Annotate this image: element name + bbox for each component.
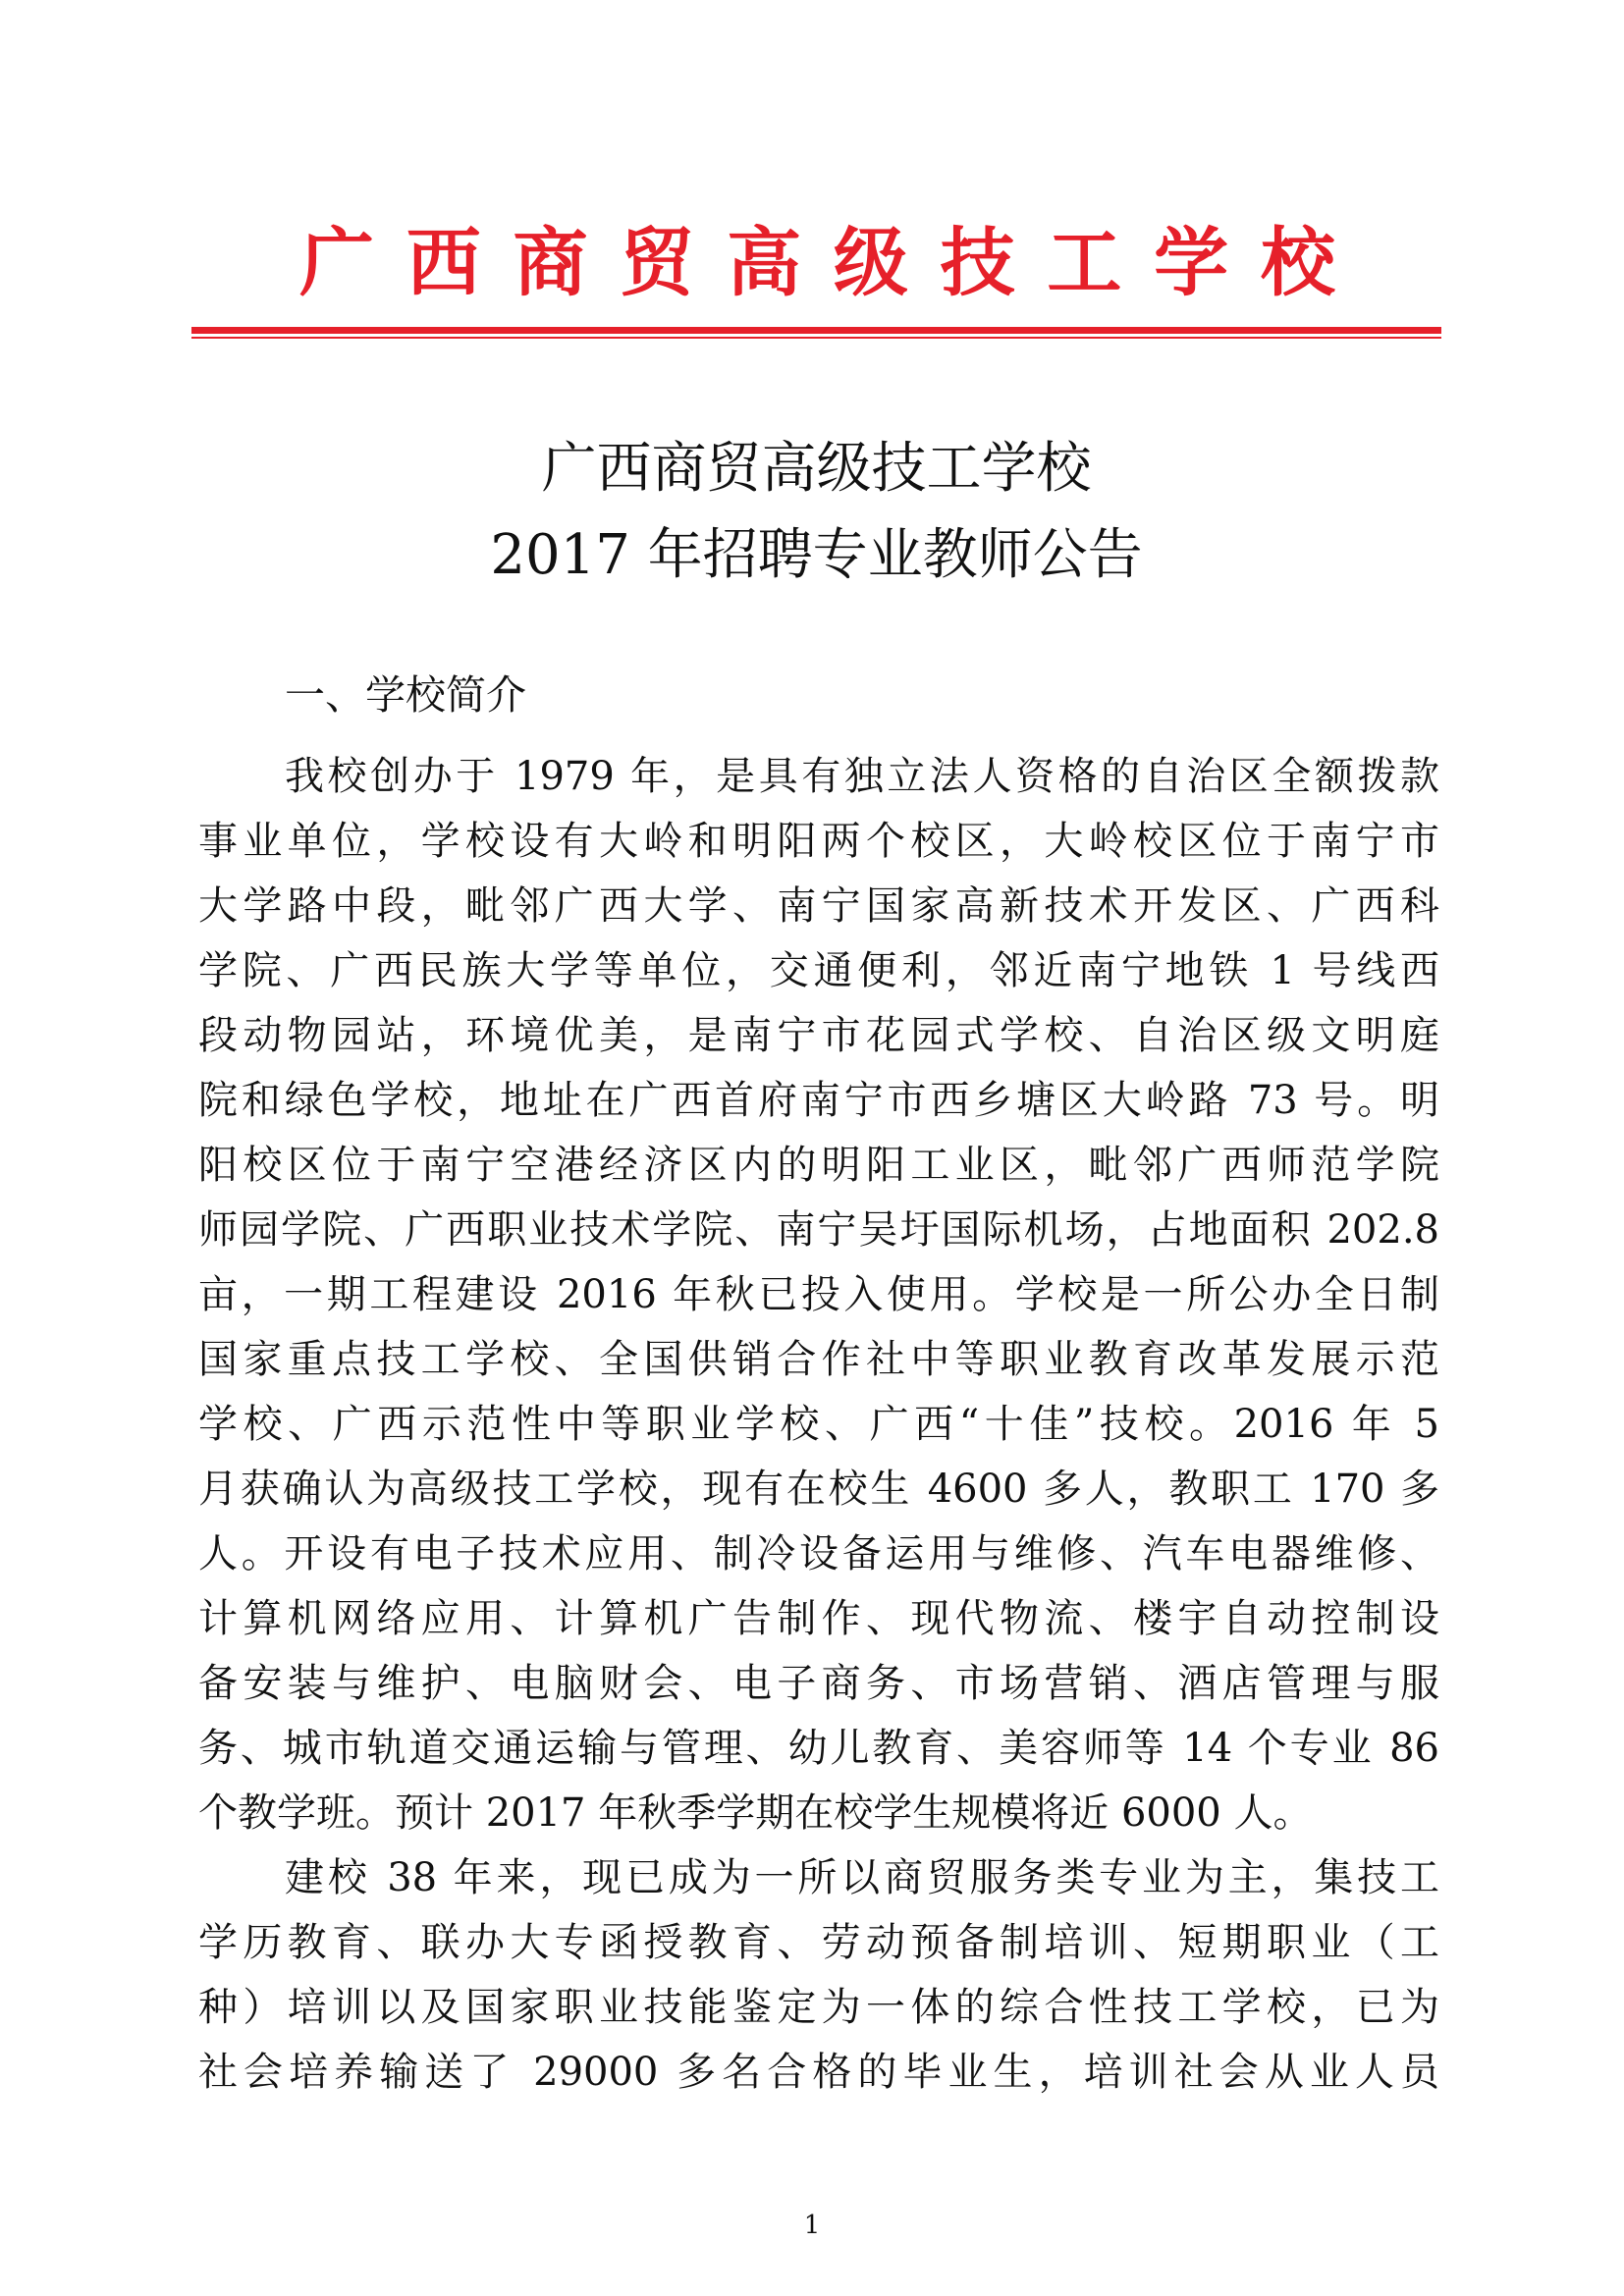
- body-line: 国家重点技工学校、全国供销合作社中等职业教育改革发展示范: [198, 1337, 1439, 1382]
- section-heading: 一、学校简介: [285, 671, 526, 719]
- letterhead-char: 广: [299, 219, 374, 306]
- letterhead-char: 商: [513, 219, 588, 306]
- body-line: 学院、广西民族大学等单位，交通便利，邻近南宁地铁 1 号线西: [198, 948, 1439, 993]
- letterhead: [191, 214, 1434, 312]
- body-line: 计算机网络应用、计算机广告制作、现代物流、楼宇自动控制设: [198, 1596, 1439, 1641]
- page-number: 1: [803, 2211, 821, 2240]
- body-line: 我校创办于 1979 年，是具有独立法人资格的自治区全额拨款: [285, 754, 1439, 799]
- letterhead-char: 学: [1154, 219, 1229, 306]
- body-line: 社会培养输送了 29000 多名合格的毕业生，培训社会从业人员: [198, 2050, 1439, 2095]
- body-line: 亩，一期工程建设 2016 年秋已投入使用。学校是一所公办全日制: [198, 1272, 1439, 1317]
- letterhead-char: 工: [1047, 219, 1122, 306]
- body-line: 建校 38 年来，现已成为一所以商贸服务类专业为主，集技工: [285, 1855, 1439, 1900]
- letterhead-rule-thin: [191, 337, 1441, 339]
- body-line: 种）培训以及国家职业技能鉴定为一体的综合性技工学校，已为: [198, 1985, 1439, 2030]
- body-line: 段动物园站，环境优美，是南宁市花园式学校、自治区级文明庭: [198, 1013, 1439, 1058]
- body-line: 学校、广西示范性中等职业学校、广西“十佳”技校。2016 年 5: [198, 1402, 1439, 1447]
- letterhead-char: 级: [833, 219, 908, 306]
- body-line: 学历教育、联办大专函授教育、劳动预备制培训、短期职业（工: [198, 1920, 1439, 1965]
- body-line: 备安装与维护、电脑财会、电子商务、市场营销、酒店管理与服: [198, 1661, 1439, 1706]
- body-line: 务、城市轨道交通运输与管理、幼儿教育、美容师等 14 个专业 86: [198, 1726, 1439, 1771]
- body-line: 个教学班。预计 2017 年秋季学期在校学生规模将近 6000 人。: [198, 1790, 1313, 1836]
- letterhead-rule-thick: [191, 327, 1441, 334]
- body-line: 阳校区位于南宁空港经济区内的明阳工业区，毗邻广西师范学院: [198, 1143, 1439, 1188]
- letterhead-char: 西: [406, 219, 481, 306]
- body-line: 人。开设有电子技术应用、制冷设备运用与维修、汽车电器维修、: [198, 1531, 1439, 1576]
- body-line: 院和绿色学校，地址在广西首府南宁市西乡塘区大岭路 73 号。明: [198, 1078, 1439, 1123]
- letterhead-char: 校: [1260, 219, 1335, 306]
- body-line: 师园学院、广西职业技术学院、南宁吴圩国际机场，占地面积 202.8: [198, 1207, 1439, 1253]
- document-title-line-2: 2017 年招聘专业教师公告: [490, 523, 1143, 587]
- body-line: 事业单位，学校设有大岭和明阳两个校区，大岭校区位于南宁市: [198, 819, 1439, 864]
- letterhead-char: 技: [940, 219, 1015, 306]
- section-body: [198, 744, 1439, 2105]
- document-title-line-1: 广西商贸高级技工学校: [541, 437, 1092, 501]
- body-line: 大学路中段，毗邻广西大学、南宁国家高新技术开发区、广西科: [198, 883, 1439, 929]
- body-line: 月获确认为高级技工学校，现有在校生 4600 多人，教职工 170 多: [198, 1467, 1439, 1512]
- letterhead-char: 贸: [620, 219, 695, 306]
- letterhead-char: 高: [727, 219, 802, 306]
